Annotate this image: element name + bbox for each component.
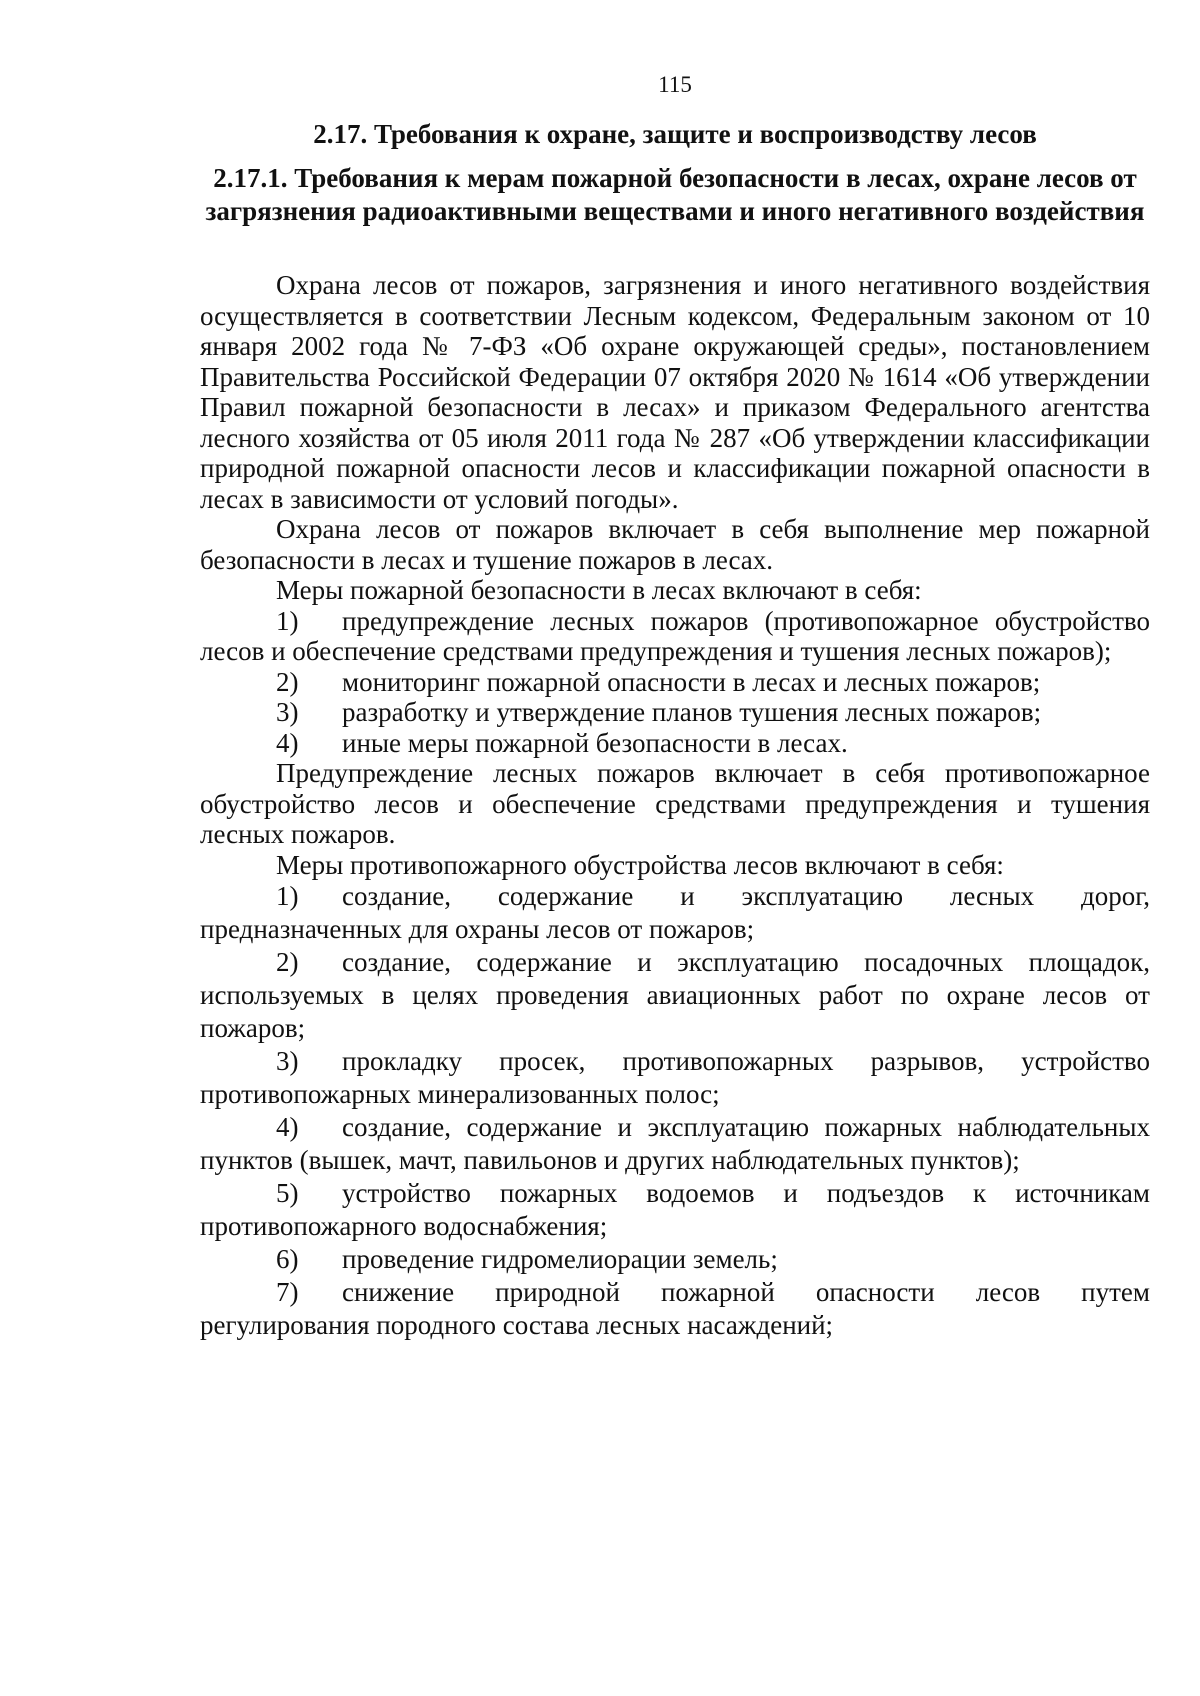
list-item-text: разработку и утверждение планов тушения лесных пожаров;	[342, 697, 1042, 727]
list-item-text: проведение гидромелиорации земель;	[342, 1244, 778, 1274]
list-item	[200, 1243, 1150, 1276]
paragraph-intro: Охрана лесов от пожаров, загрязнения и иного негативного воздействия осуществляется в соответствии Лесным кодексом, Федеральным законом от 10 января 2002 года № 7-ФЗ «Об охране окружающей среды», постановлением Правительства Российской Федерации 07 октября 2020 № 1614 «Об утверждении Правил пожарной безопасности в лесах» и приказом Федерального агентства лесного хозяйства от 05 июля 2011 года № 287 «Об утверждении классификации природной пожарной опасности лесов и классификации пожарной опасности в лесах в зависимости от условий погоды».	[200, 270, 1150, 514]
list-item	[200, 1177, 1150, 1243]
list-item-text: создание, содержание и эксплуатацию лесных дорог, предназначенных для охраны лесов от пожаров;	[200, 881, 1150, 944]
list-item-text: устройство пожарных водоемов и подъездов к источникам противопожарного водоснабжения;	[200, 1178, 1150, 1241]
list-item-number: 3)	[276, 1046, 299, 1076]
list-item	[200, 1276, 1150, 1342]
list-item	[200, 728, 1150, 759]
list-item-text: предупреждение лесных пожаров (противопожарное обустройство лесов и обеспечение средствами предупреждения и тушения лесных пожаров);	[200, 605, 1150, 666]
list-item-number: 2)	[276, 666, 299, 697]
document-body	[200, 270, 1150, 1342]
list-item-text: мониторинг пожарной опасности в лесах и лесных пожаров;	[342, 666, 1041, 697]
list-item	[200, 667, 1150, 698]
list-item	[200, 1111, 1150, 1177]
list-item-number: 4)	[276, 1112, 299, 1142]
list-item-text: создание, содержание и эксплуатацию посадочных площадок, используемых в целях проведения авиационных работ по охране лесов от пожаров;	[200, 947, 1150, 1043]
list-item	[200, 946, 1150, 1045]
list-item-text: создание, содержание и эксплуатацию пожарных наблюдательных пунктов (вышек, мачт, павильонов и других наблюдательных пунктов);	[200, 1112, 1150, 1175]
list-item	[200, 606, 1150, 667]
list-item-text: иные меры пожарной безопасности в лесах.	[342, 727, 848, 758]
list-item-text: прокладку просек, противопожарных разрывов, устройство противопожарных минерализованных полос;	[200, 1046, 1150, 1109]
subsection-heading: 2.17.1. Требования к мерам пожарной безопасности в лесах, охране лесов от загрязнения радиоактивными веществами и иного негативного воздействия	[205, 163, 1145, 226]
list-item-number: 2)	[276, 947, 299, 977]
list-item	[200, 880, 1150, 946]
paragraph-measures-intro: Меры пожарной безопасности в лесах включают в себя:	[276, 575, 922, 605]
paragraph-prevention: Предупреждение лесных пожаров включает в себя противопожарное обустройство лесов и обеспечение средствами предупреждения и тушения лесных пожаров.	[200, 758, 1150, 849]
page-number: 115	[658, 72, 692, 97]
list-item-number: 5)	[276, 1178, 299, 1208]
list-item-number: 3)	[276, 697, 299, 727]
list-item-number: 6)	[276, 1244, 299, 1274]
list-item-text: снижение природной пожарной опасности лесов путем регулирования породного состава лесных насаждений;	[200, 1277, 1150, 1340]
list-item-number: 4)	[276, 727, 299, 758]
paragraph-arrangement-intro: Меры противопожарного обустройства лесов включают в себя:	[276, 849, 1004, 880]
list-item-number: 1)	[276, 881, 299, 911]
list-item	[200, 1045, 1150, 1111]
list-item-number: 1)	[276, 605, 299, 636]
paragraph-protection: Охрана лесов от пожаров включает в себя выполнение мер пожарной безопасности в лесах и тушение пожаров в лесах.	[200, 514, 1150, 575]
list-item-number: 7)	[276, 1277, 299, 1307]
section-heading: 2.17. Требования к охране, защите и воспроизводству лесов	[313, 119, 1037, 149]
list-item	[200, 697, 1150, 728]
